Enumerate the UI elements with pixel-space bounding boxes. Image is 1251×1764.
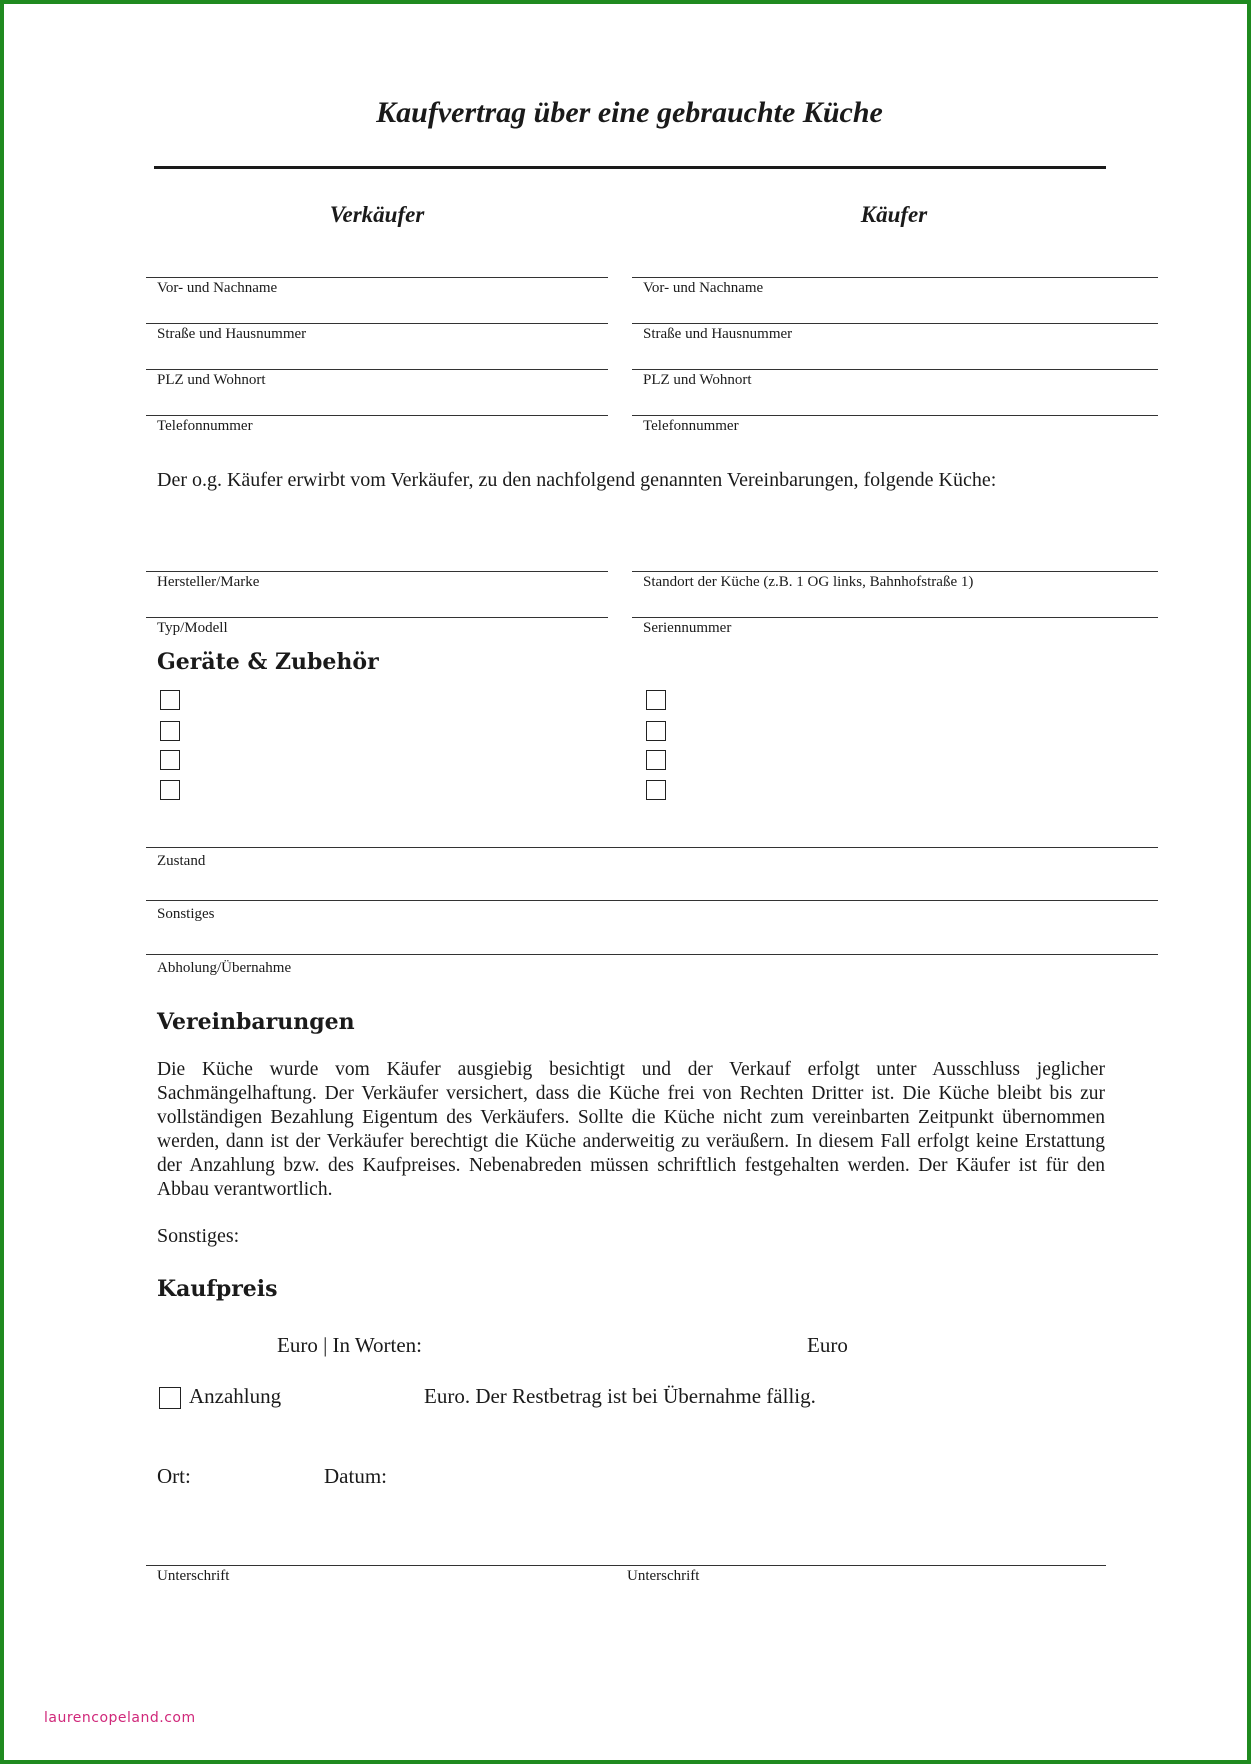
appliance-checkbox-left-3[interactable] (160, 750, 180, 770)
appliance-checkbox-right-2[interactable] (646, 721, 666, 741)
appliances-heading: Geräte & Zubehör (157, 649, 379, 675)
serial-label: Seriennummer (643, 620, 732, 636)
buyer-name-line[interactable] (632, 277, 1158, 278)
buyer-city-line[interactable] (632, 369, 1158, 370)
seller-phone-label: Telefonnummer (157, 418, 253, 434)
appliance-checkbox-left-2[interactable] (160, 721, 180, 741)
remainder-text: Euro. Der Restbetrag ist bei Übernahme fällig. (424, 1384, 816, 1408)
appliance-checkbox-right-1[interactable] (646, 690, 666, 710)
intro-paragraph: Der o.g. Käufer erwirbt vom Verkäufer, zu den nachfolgend genannten Vereinbarungen, folgende Küche: (157, 469, 997, 491)
buyer-street-line[interactable] (632, 323, 1158, 324)
buyer-phone-label: Telefonnummer (643, 418, 739, 434)
agreements-heading: Vereinbarungen (157, 1009, 355, 1035)
euro-label: Euro (807, 1333, 848, 1357)
manufacturer-label: Hersteller/Marke (157, 574, 260, 590)
seller-street-label: Straße und Hausnummer (157, 326, 307, 342)
serial-line[interactable] (632, 617, 1158, 618)
other-line[interactable] (146, 900, 1158, 901)
seller-name-label: Vor- und Nachname (157, 280, 278, 296)
agreements-other-label: Sonstiges: (157, 1225, 240, 1247)
model-label: Typ/Modell (157, 620, 228, 636)
agreements-text: Die Küche wurde vom Käufer ausgiebig besichtigt und der Verkauf erfolgt unter Ausschluss jeglicher Sachmängelhaftung. Der Verkäufer versichert, dass die Küche frei von Rechten Dritter ist. Die Küche bleibt bis zur vollständigen Bezahlung Eigentum des Verkäufers. Sollte die Küche nicht zum vereinbarten Zeitpunkt übernommen werden, dann ist der Verkäufer berechtigt die Küche anderweitig zu veräußern. In diesem Fall erfolgt keine Erstattung der Anzahlung bzw. des Kaufpreises. Nebenabreden müssen schriftlich festgehalten werden. Der Käufer ist für den Abbau verantwortlich. (157, 1059, 1105, 1200)
deposit-label: Anzahlung (189, 1384, 282, 1408)
buyer-street-label: Straße und Hausnummer (643, 326, 793, 342)
signature-left-label: Unterschrift (157, 1568, 230, 1584)
seller-city-line[interactable] (146, 369, 608, 370)
seller-name-line[interactable] (146, 277, 608, 278)
deposit-checkbox[interactable] (159, 1387, 181, 1409)
signature-line[interactable] (146, 1565, 1106, 1566)
buyer-heading: Käufer (860, 202, 928, 227)
date-label: Datum: (324, 1464, 387, 1488)
appliance-checkbox-left-1[interactable] (160, 690, 180, 710)
manufacturer-line[interactable] (146, 571, 608, 572)
seller-city-label: PLZ und Wohnort (157, 372, 266, 388)
location-line[interactable] (632, 571, 1158, 572)
watermark-text: laurencopeland.com (44, 1710, 196, 1726)
buyer-city-label: PLZ und Wohnort (643, 372, 752, 388)
title-underline (154, 166, 1106, 169)
condition-label: Zustand (157, 853, 206, 869)
place-label: Ort: (157, 1464, 191, 1488)
condition-line[interactable] (146, 847, 1158, 848)
pickup-line[interactable] (146, 954, 1158, 955)
seller-street-line[interactable] (146, 323, 608, 324)
buyer-name-label: Vor- und Nachname (643, 280, 764, 296)
model-line[interactable] (146, 617, 608, 618)
buyer-phone-line[interactable] (632, 415, 1158, 416)
location-label: Standort der Küche (z.B. 1 OG links, Bahnhofstraße 1) (643, 574, 974, 590)
euro-in-words-label: Euro | In Worten: (277, 1333, 423, 1357)
pickup-label: Abholung/Übernahme (157, 960, 292, 976)
signature-right-label: Unterschrift (627, 1568, 700, 1584)
other-label: Sonstiges (157, 906, 215, 922)
price-heading: Kaufpreis (157, 1276, 278, 1302)
seller-heading: Verkäufer (329, 202, 425, 227)
appliance-checkbox-right-4[interactable] (646, 780, 666, 800)
appliance-checkbox-right-3[interactable] (646, 750, 666, 770)
appliance-checkbox-left-4[interactable] (160, 780, 180, 800)
seller-phone-line[interactable] (146, 415, 608, 416)
document-title: Kaufvertrag über eine gebrauchte Küche (376, 96, 883, 129)
